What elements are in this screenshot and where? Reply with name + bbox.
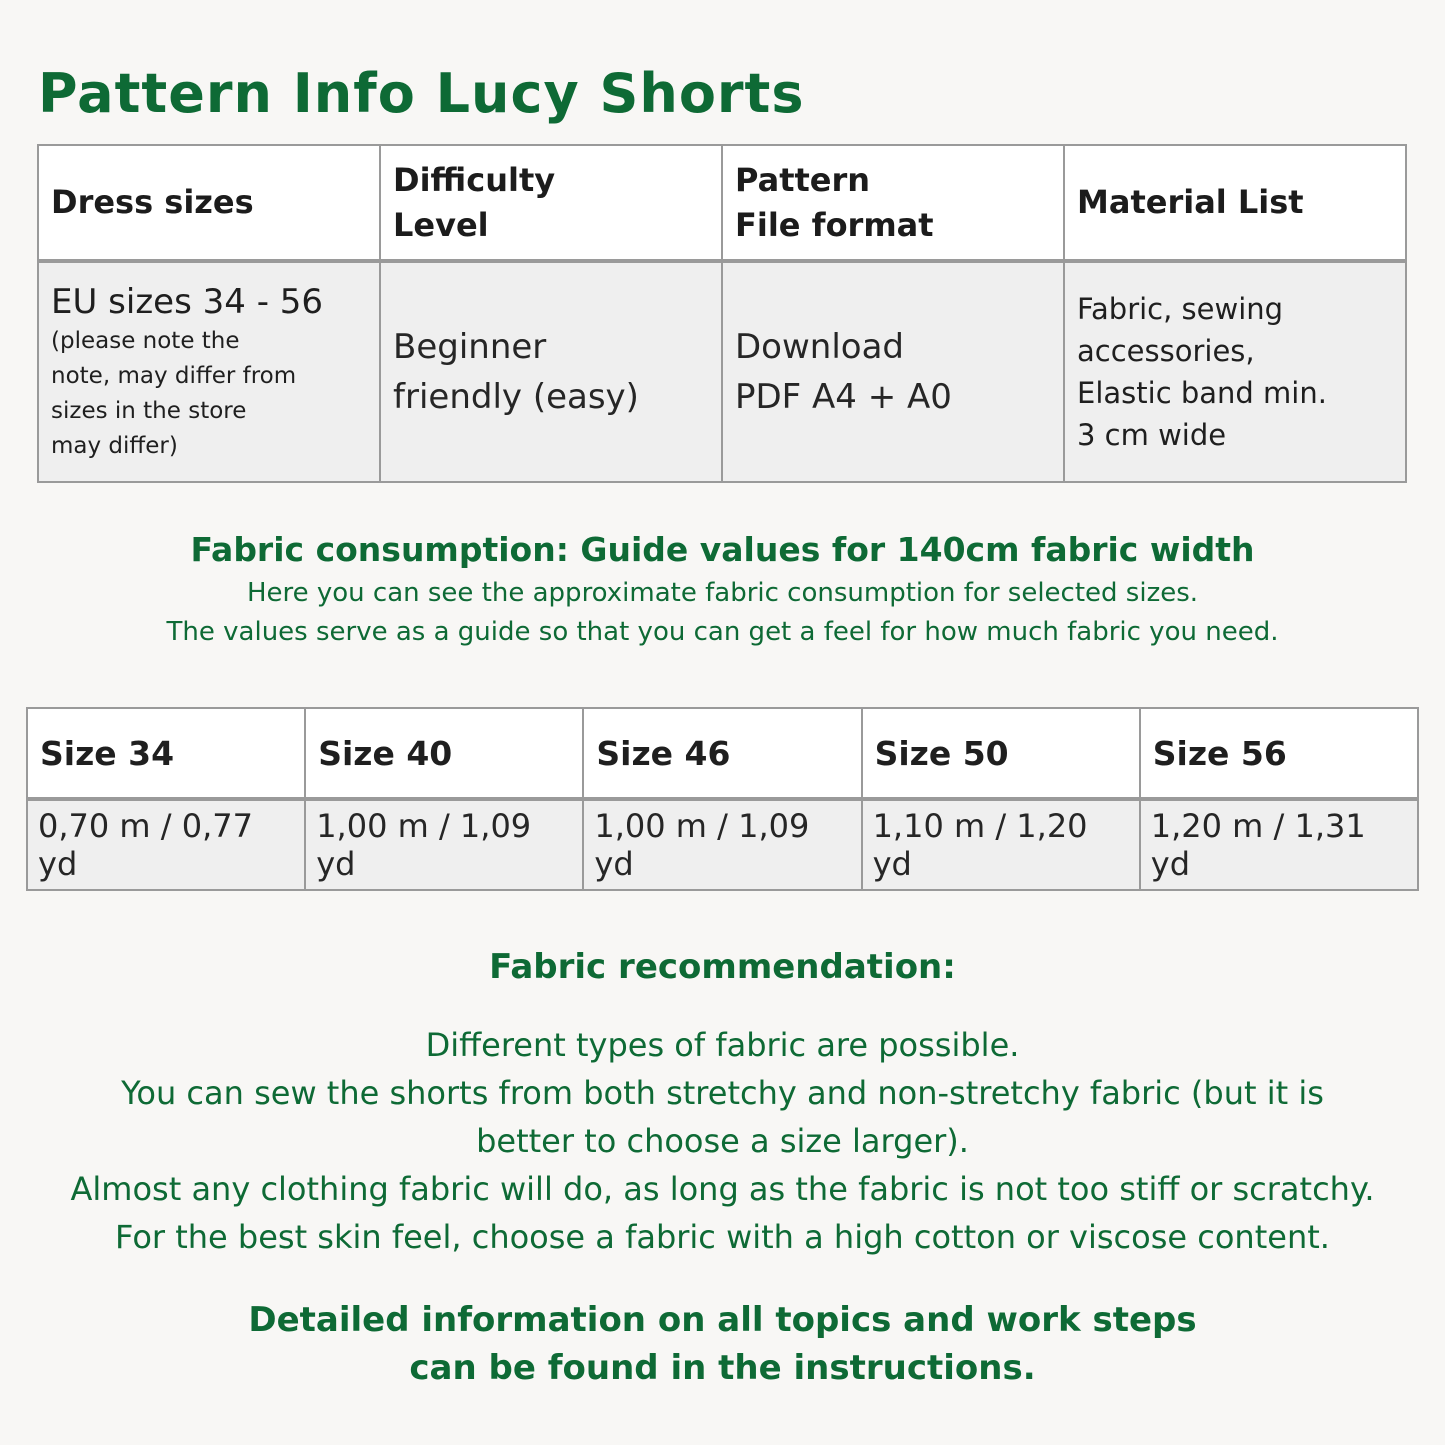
footer-line2: can be found in the instructions.	[409, 1348, 1036, 1388]
difficulty-line: Beginner	[393, 327, 547, 367]
recommendation-line: better to choose a size larger).	[476, 1122, 969, 1160]
header-material-label: Material List	[1077, 183, 1304, 221]
sizes-main-text: EU sizes 34 - 56	[51, 282, 324, 322]
difficulty-line: friendly (easy)	[393, 377, 639, 417]
material-line: 3 cm wide	[1077, 418, 1227, 452]
header-dress-sizes	[38, 145, 380, 261]
size-header-cell: Size 46	[583, 708, 861, 799]
header-format-line2: File format	[735, 205, 934, 244]
footer-line1: Detailed information on all topics and work steps	[248, 1300, 1197, 1340]
header-dress-sizes-label: Dress sizes	[51, 183, 254, 221]
consumption-header-row	[27, 708, 1418, 799]
size-header-cell: Size 56	[1140, 708, 1418, 799]
consumption-text-line2: The values serve as a guide so that you can get a feel for how much fabric you need.	[166, 617, 1279, 647]
header-difficulty-line2: Level	[393, 205, 489, 244]
consumption-value-cell: 1,20 m / 1,31 yd	[1140, 799, 1418, 890]
cell-difficulty	[380, 261, 722, 482]
header-format-line1: Pattern	[735, 160, 871, 199]
info-header-row	[38, 145, 1406, 261]
format-line: PDF A4 + A0	[735, 377, 952, 417]
header-material-list	[1064, 145, 1406, 261]
info-body-row	[38, 261, 1406, 482]
sizes-note-line: (please note the	[51, 328, 240, 354]
recommendation-line: Different types of fabric are possible.	[425, 1026, 1020, 1064]
sizes-note-line: may differ)	[51, 433, 178, 459]
recommendation-line: You can sew the shorts from both stretchy and non-stretchy fabric (but it is	[121, 1074, 1324, 1112]
cell-material-list	[1064, 261, 1406, 482]
consumption-value-cell: 1,00 m / 1,09 yd	[583, 799, 861, 890]
material-line: Elastic band min.	[1077, 376, 1327, 410]
sizes-note-line: note, may differ from	[51, 363, 297, 389]
format-line: Download	[735, 327, 905, 367]
consumption-value-cell: 0,70 m / 0,77 yd	[27, 799, 305, 890]
sizes-note-line: sizes in the store	[51, 398, 247, 424]
size-header-cell: Size 34	[27, 708, 305, 799]
material-line: Fabric, sewing	[1077, 292, 1284, 326]
recommendation-heading: Fabric recommendation:	[489, 947, 956, 987]
consumption-value-cell: 1,00 m / 1,09 yd	[305, 799, 583, 890]
header-file-format	[722, 145, 1064, 261]
pattern-info-table	[37, 144, 1407, 483]
size-header-cell: Size 40	[305, 708, 583, 799]
recommendation-line: Almost any clothing fabric will do, as long as the fabric is not too stiff or scratchy.	[70, 1170, 1375, 1208]
consumption-value-cell: 1,10 m / 1,20 yd	[862, 799, 1140, 890]
header-difficulty-line1: Difficulty	[393, 160, 556, 199]
consumption-heading: Fabric consumption: Guide values for 140cm fabric width	[190, 530, 1255, 569]
page-title: Pattern Info Lucy Shorts	[38, 62, 805, 125]
cell-dress-sizes	[38, 261, 380, 482]
size-header-cell: Size 50	[862, 708, 1140, 799]
material-line: accessories,	[1077, 334, 1255, 368]
consumption-value-row	[27, 799, 1418, 890]
consumption-text-line1: Here you can see the approximate fabric consumption for selected sizes.	[246, 578, 1199, 608]
fabric-consumption-table	[26, 707, 1419, 891]
recommendation-line: For the best skin feel, choose a fabric with a high cotton or viscose content.	[115, 1218, 1330, 1256]
header-difficulty	[380, 145, 722, 261]
cell-file-format	[722, 261, 1064, 482]
